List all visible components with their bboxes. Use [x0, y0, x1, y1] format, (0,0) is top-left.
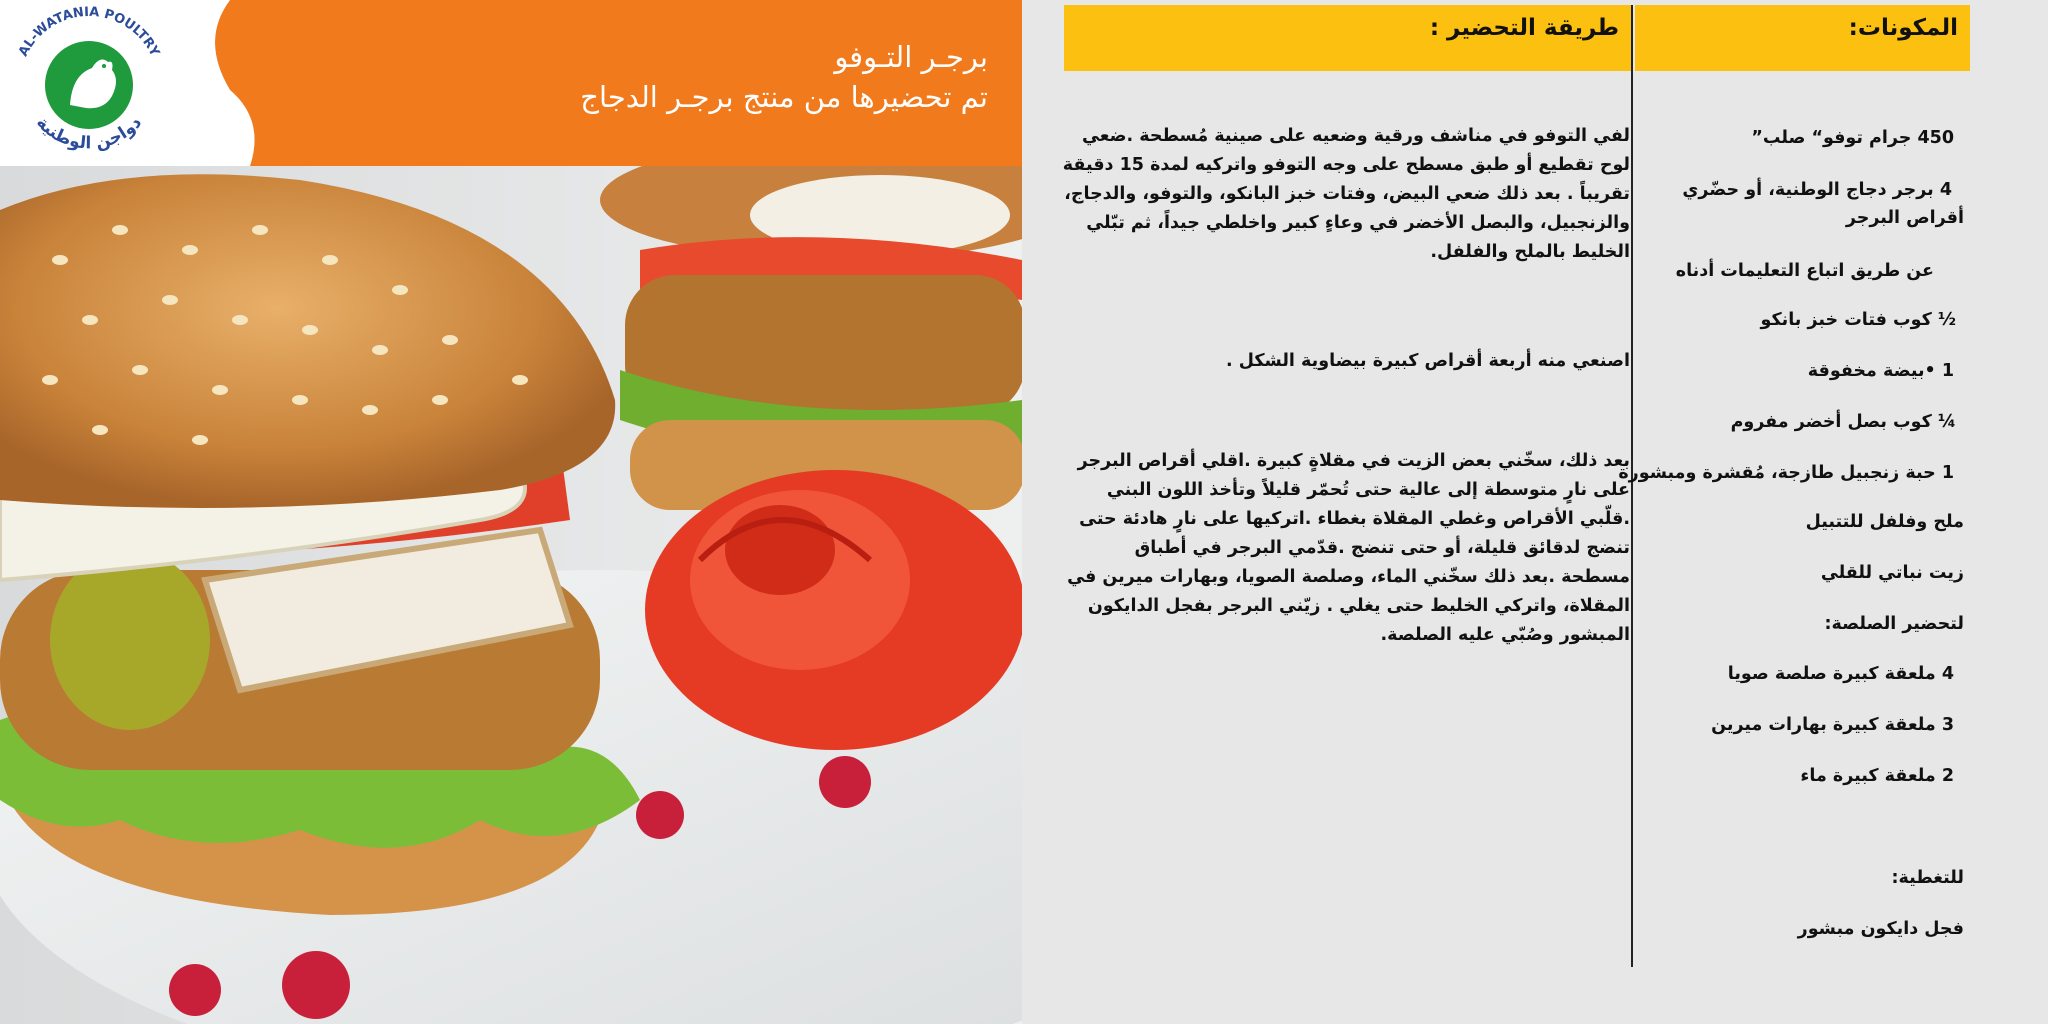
ingredient-tofu: 450 جرام توفو“ صلب” — [1751, 128, 1954, 148]
ingredient-instructions-note: عن طريق اتباع التعليمات أدناه — [1675, 261, 1934, 281]
method-step-1: لفي التوفو في مناشف ورقية وضعيه على صينية مُسطحة .ضعي لوح تقطيع أو طبق مسطح على وجه التوفو واتركيه لمدة 15 دقيقة تقريباً . بعد ذلك ضعي البيض، وفتات خبز البانكو، والتوفو، والدجاج، والزنجبيل، والبصل الأخضر في وعاءٍ كبير واخلطي جيداً، ثم تبّلي الخليط بالملح والفلفل. — [1062, 126, 1630, 262]
ingredient-water: 2 ملعقة كبيرة ماء — [1800, 766, 1954, 786]
ingredient-breadcrumbs: ½ كوب فتات خبز بانكو — [1760, 310, 1956, 330]
method-step-3: بعد ذلك، سخّني بعض الزيت في مقلاةٍ كبيرة .اقلي أقراص البرجر على نارٍ متوسطة إلى عالية حتى تُحمّر قليلاً وتأخذ اللون البني .قلّبي الأقراص وغطي المقلاة بغطاء .اتركيها على نارٍ هادئة حتى تنضج لدقائق قليلة، أو حتى تنضج .قدّمي البرجر في أطباق مسطحة .بعد ذلك سخّني الماء، وصلصة الصويا، وبهارات ميرين في المقلاة، واتركي الخليط حتى يغلي . زيّني البرجر بفجل الدايكون المبشور وصُبّي عليه الصلصة. — [1067, 451, 1630, 645]
recipe-panel — [1022, 0, 2048, 1024]
ingredient-green-onion: ¼ كوب بصل أخضر مفروم — [1730, 412, 1956, 432]
pickle — [50, 550, 210, 730]
banner-title: برجـر التـوفو — [834, 40, 988, 74]
ingredient-mirin: 3 ملعقة كبيرة بهارات ميرين — [1711, 715, 1954, 735]
sauce-subheading: لتحضير الصلصة: — [1824, 614, 1964, 634]
logo-arabic-text: دواجن الوطنية — [32, 112, 146, 154]
method-header-bar — [1064, 5, 1631, 71]
tomato-rose — [645, 470, 1022, 750]
topping-subheading: للتغطية: — [1891, 868, 1964, 888]
ingredient-burger-patties: أقراص البرجر — [1845, 208, 1964, 228]
ingredients-header: المكونات: — [1848, 15, 1958, 41]
ingredient-ginger: 1 حبة زنجبيل طازجة، مُقشرة ومبشورة — [1618, 463, 1954, 483]
ingredient-soy-sauce: 4 ملعقة كبيرة صلصة صويا — [1727, 664, 1954, 684]
ingredient-egg: 1 •بيضة مخفوقة — [1807, 361, 1954, 381]
ingredients-header-bar — [1635, 5, 1970, 71]
ingredient-chicken-burger: 4 برجر دجاج الوطنية، أو حضّري — [1682, 180, 1952, 200]
burger-photo — [0, 0, 1022, 1024]
method-step-2: اصنعي منه أربعة أقراص كبيرة بيضاوية الشكل . — [1226, 351, 1630, 371]
ingredient-salt-pepper: ملح وفلفل للتتبيل — [1805, 512, 1964, 532]
ingredient-oil: زيت نباتي للقلي — [1820, 563, 1964, 583]
back-burger — [600, 140, 1022, 510]
logo-english-text: AL-WATANIA POULTRY — [15, 4, 163, 59]
banner-subtitle: تم تحضيرها من منتج برجـر الدجاج — [580, 80, 988, 114]
al-watania-logo — [0, 0, 178, 162]
method-header: طريقة التحضير : — [1429, 15, 1619, 41]
ingredient-daikon: فجل دايكون مبشور — [1797, 919, 1964, 939]
